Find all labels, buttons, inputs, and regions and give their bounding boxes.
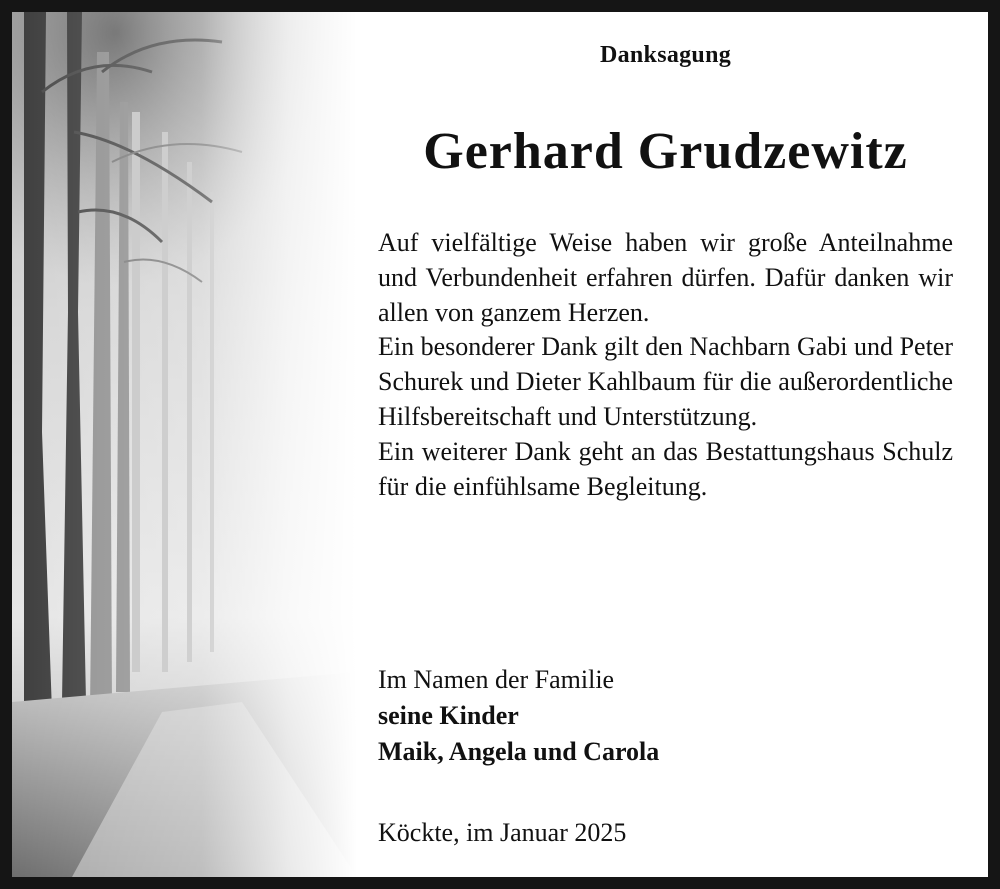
signature-relation: seine Kinder [378,701,519,730]
thanks-paragraph-1: Auf vielfältige Weise haben wir große Anteilnahme und Verbundenheit erfahren dürfen. Dafür danken wir allen von ganzem Herzen. [378,228,953,327]
signature-intro: Im Namen der Familie [378,665,615,694]
foggy-tree-avenue-photo [12,12,357,877]
thanks-paragraph-3: Ein weiterer Dank geht an das Bestattungshaus Schulz für die einfühlsame Begleitung. [378,436,953,501]
notice-heading: Danksagung [599,42,732,68]
signature-names: Maik, Angela und Carola [378,737,660,766]
thanks-text [378,226,953,504]
place-and-date: Köckte, im Januar 2025 [378,818,627,847]
thanks-paragraph-2: Ein besonderer Dank gilt den Nachbarn Gabi und Peter Schurek und Dieter Kahlbaum für die außerordentliche Hilfsbereitschaft und Unterstützung. [378,332,953,431]
deceased-name: Gerhard Grudzewitz [423,123,908,180]
signature-block [378,662,953,770]
